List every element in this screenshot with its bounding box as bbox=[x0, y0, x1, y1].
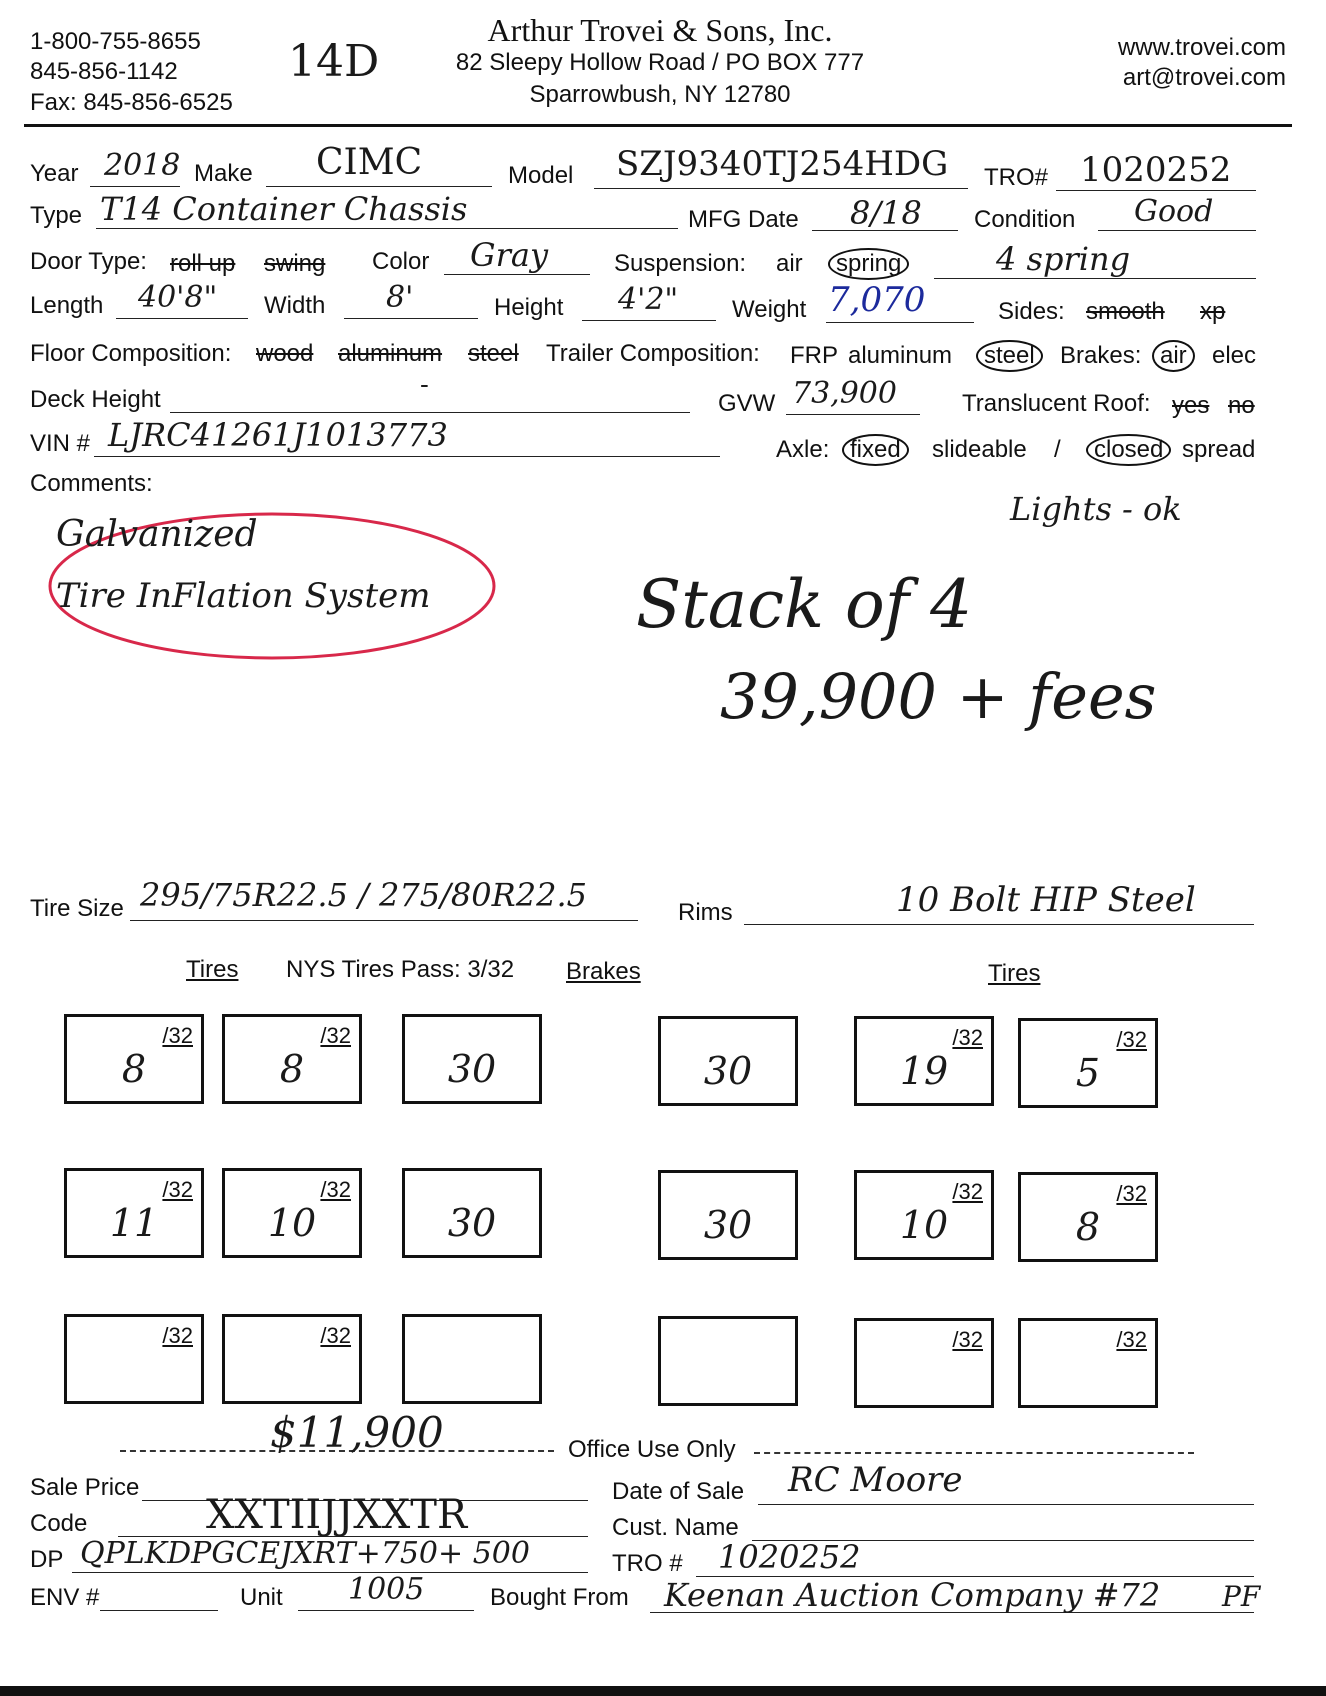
sides-label: Sides: bbox=[998, 298, 1065, 325]
bought-from-label: Bought From bbox=[490, 1584, 629, 1611]
vin-value[interactable]: LJRC41261J1013773 bbox=[108, 416, 448, 454]
trailer-opt-steel[interactable]: steel bbox=[976, 340, 1043, 372]
floor-opt-aluminum[interactable]: aluminum bbox=[338, 340, 443, 367]
axle-opt-spread[interactable]: spread bbox=[1182, 436, 1256, 463]
roof-opt-no[interactable]: no bbox=[1228, 392, 1255, 419]
trailer-opt-frp[interactable]: FRP bbox=[790, 342, 838, 369]
handwritten-code: 14D bbox=[288, 36, 380, 87]
axle-separator: / bbox=[1054, 436, 1061, 463]
comments-label: Comments: bbox=[30, 470, 153, 497]
door-opt-swing[interactable]: swing bbox=[264, 250, 326, 277]
tread-fraction: /32 bbox=[320, 1323, 351, 1348]
width-label: Width bbox=[264, 292, 326, 319]
tread-value: 8 bbox=[279, 1047, 305, 1091]
date-of-sale-label: Date of Sale bbox=[612, 1478, 745, 1505]
trailer-label: Trailer Composition: bbox=[546, 340, 760, 367]
cust-name-label: Cust. Name bbox=[612, 1514, 739, 1541]
width-value[interactable]: 8' bbox=[386, 280, 414, 315]
brakes-header: Brakes bbox=[566, 958, 641, 985]
tire-box[interactable] bbox=[1018, 1172, 1158, 1262]
brake-box[interactable] bbox=[658, 1170, 798, 1260]
tread-fraction: /32 bbox=[320, 1023, 351, 1048]
brake-box[interactable] bbox=[402, 1168, 542, 1258]
office-tro-label: TRO # bbox=[612, 1550, 683, 1577]
tire-box[interactable] bbox=[222, 1014, 362, 1104]
note-stack: Stack of 4 bbox=[636, 566, 973, 643]
sides-opt-xp[interactable]: xp bbox=[1200, 298, 1226, 325]
tire-size-label: Tire Size bbox=[30, 895, 124, 922]
gvw-label: GVW bbox=[718, 390, 776, 417]
brakes-opt-elec[interactable]: elec bbox=[1212, 342, 1257, 369]
note-galvanized: Galvanized bbox=[56, 514, 258, 555]
nys-tires-pass: NYS Tires Pass: 3/32 bbox=[286, 956, 515, 983]
year-label: Year bbox=[30, 160, 79, 187]
roof-opt-yes[interactable]: yes bbox=[1172, 392, 1210, 419]
suspension-value[interactable]: 4 spring bbox=[996, 240, 1131, 278]
header-rule bbox=[24, 124, 1292, 127]
tire-box[interactable] bbox=[1018, 1318, 1158, 1408]
tire-box[interactable] bbox=[64, 1168, 204, 1258]
brake-box[interactable] bbox=[402, 1314, 542, 1404]
phone-1: 1-800-755-8655 bbox=[30, 28, 201, 55]
email-link[interactable]: art@trovei.com bbox=[1122, 64, 1286, 91]
company-block bbox=[420, 12, 900, 109]
tire-box[interactable] bbox=[854, 1318, 994, 1408]
brake-value: 30 bbox=[447, 1047, 497, 1091]
tread-fraction: /32 bbox=[162, 1023, 193, 1048]
office-use-title: Office Use Only bbox=[568, 1436, 736, 1463]
tread-fraction: /32 bbox=[1116, 1181, 1147, 1206]
condition-value[interactable]: Good bbox=[1134, 194, 1214, 229]
office-tro-value[interactable]: 1020252 bbox=[718, 1538, 861, 1576]
length-value[interactable]: 40'8" bbox=[138, 280, 218, 315]
note-tire-inflation: Tire InFlation System bbox=[56, 576, 431, 616]
tread-fraction: /32 bbox=[1116, 1027, 1147, 1052]
tread-value: 5 bbox=[1075, 1051, 1101, 1095]
tread-fraction: /32 bbox=[1116, 1327, 1147, 1352]
tread-value: 19 bbox=[899, 1049, 949, 1093]
floor-opt-steel[interactable]: steel bbox=[468, 340, 519, 367]
brake-value: 30 bbox=[447, 1201, 497, 1245]
tires-header-left: Tires bbox=[186, 956, 239, 983]
make-label: Make bbox=[194, 160, 253, 187]
date-of-sale-value[interactable]: RC Moore bbox=[788, 1460, 963, 1500]
tread-value: 11 bbox=[109, 1201, 159, 1245]
brakes-opt-air[interactable]: air bbox=[1152, 340, 1195, 372]
note-price-fees: 39,900 + fees bbox=[720, 660, 1157, 733]
tire-box[interactable] bbox=[222, 1314, 362, 1404]
bought-from-value[interactable]: Keenan Auction Company #72 bbox=[664, 1576, 1161, 1614]
tread-fraction: /32 bbox=[952, 1025, 983, 1050]
tire-box[interactable] bbox=[222, 1168, 362, 1258]
gvw-value[interactable]: 73,900 bbox=[792, 376, 897, 411]
deck-height-value[interactable]: - bbox=[420, 370, 429, 400]
door-type-label: Door Type: bbox=[30, 248, 147, 275]
tire-box[interactable] bbox=[854, 1170, 994, 1260]
tire-box[interactable] bbox=[64, 1314, 204, 1404]
tread-fraction: /32 bbox=[162, 1323, 193, 1348]
initials: PF bbox=[1222, 1580, 1261, 1613]
handwritten-sale-price: $11,900 bbox=[270, 1408, 444, 1457]
code-value[interactable]: XXTIIJJXXTR bbox=[206, 1492, 468, 1538]
rims-label: Rims bbox=[678, 899, 733, 926]
weight-value[interactable]: 7,070 bbox=[828, 280, 926, 320]
tread-value: 10 bbox=[267, 1201, 317, 1245]
tire-size-value[interactable]: 295/75R22.5 / 275/80R22.5 bbox=[140, 876, 587, 914]
tread-fraction: /32 bbox=[320, 1177, 351, 1202]
unit-label: Unit bbox=[240, 1584, 283, 1611]
brake-box[interactable] bbox=[658, 1016, 798, 1106]
rims-value[interactable]: 10 Bolt HIP Steel bbox=[896, 880, 1196, 920]
tread-value: 10 bbox=[899, 1203, 949, 1247]
tire-box[interactable] bbox=[854, 1016, 994, 1106]
company-name: Arthur Trovei & Sons, Inc. bbox=[487, 12, 833, 48]
phone-2: 845-856-1142 bbox=[30, 58, 178, 85]
make-value[interactable]: CIMC bbox=[316, 142, 423, 183]
dp-value[interactable]: QPLKDPGCEJXRT+750+ 500 bbox=[80, 1536, 530, 1571]
axle-opt-fixed[interactable]: fixed bbox=[842, 434, 909, 466]
tires-header-right: Tires bbox=[988, 960, 1041, 987]
length-label: Length bbox=[30, 292, 104, 319]
suspension-label: Suspension: bbox=[614, 250, 747, 277]
unit-value[interactable]: 1005 bbox=[348, 1572, 425, 1607]
color-label: Color bbox=[372, 248, 430, 275]
brake-value: 30 bbox=[703, 1203, 753, 1247]
note-lights: Lights - ok bbox=[1010, 490, 1182, 528]
brake-box[interactable] bbox=[402, 1014, 542, 1104]
trailer-opt-aluminum[interactable]: aluminum bbox=[848, 342, 953, 369]
tread-value: 8 bbox=[1075, 1205, 1101, 1249]
model-label: Model bbox=[508, 162, 574, 189]
tread-fraction: /32 bbox=[952, 1327, 983, 1352]
sale-price-label: Sale Price bbox=[30, 1474, 140, 1501]
weight-label: Weight bbox=[732, 296, 807, 323]
tire-box[interactable] bbox=[64, 1014, 204, 1104]
height-label: Height bbox=[494, 294, 564, 321]
model-value[interactable]: SZJ9340TJ254HDG bbox=[616, 144, 949, 184]
brake-box[interactable] bbox=[658, 1316, 798, 1406]
height-value[interactable]: 4'2" bbox=[618, 282, 679, 317]
sides-opt-smooth[interactable]: smooth bbox=[1086, 298, 1165, 325]
tire-box[interactable] bbox=[1018, 1018, 1158, 1108]
code-label: Code bbox=[30, 1510, 88, 1537]
tread-fraction: /32 bbox=[952, 1179, 983, 1204]
page-bottom-edge bbox=[0, 1686, 1326, 1696]
tro-value[interactable]: 1020252 bbox=[1080, 150, 1232, 190]
color-value[interactable]: Gray bbox=[470, 236, 549, 274]
axle-opt-closed[interactable]: closed bbox=[1086, 434, 1171, 466]
type-value[interactable]: T14 Container Chassis bbox=[100, 190, 468, 228]
axle-opt-slideable[interactable]: slideable bbox=[932, 436, 1027, 463]
brake-value: 30 bbox=[703, 1049, 753, 1093]
deck-height-label: Deck Height bbox=[30, 386, 161, 413]
floor-label: Floor Composition: bbox=[30, 340, 232, 367]
dp-label: DP bbox=[30, 1546, 64, 1573]
suspension-opt-air[interactable]: air bbox=[776, 250, 803, 277]
company-address-2: Sparrowbush, NY 12780 bbox=[529, 81, 791, 108]
type-label: Type bbox=[30, 202, 83, 229]
mfg-date-label: MFG Date bbox=[688, 206, 799, 233]
env-label: ENV # bbox=[30, 1584, 100, 1611]
condition-label: Condition bbox=[974, 206, 1076, 233]
tread-value: 8 bbox=[121, 1047, 147, 1091]
tread-fraction: /32 bbox=[162, 1177, 193, 1202]
website-link[interactable]: www.trovei.com bbox=[1117, 34, 1286, 61]
suspension-opt-spring[interactable]: spring bbox=[828, 248, 909, 280]
door-opt-roll-up[interactable]: roll up bbox=[170, 250, 236, 277]
roof-label: Translucent Roof: bbox=[962, 390, 1151, 417]
fax-number: Fax: 845-856-6525 bbox=[30, 89, 233, 116]
floor-opt-wood[interactable]: wood bbox=[256, 340, 314, 367]
office-divider-right bbox=[754, 1452, 1194, 1454]
company-address-1: 82 Sleepy Hollow Road / PO BOX 777 bbox=[455, 49, 865, 76]
brakes-label: Brakes: bbox=[1060, 342, 1142, 369]
tro-label: TRO# bbox=[984, 164, 1049, 191]
year-value[interactable]: 2018 bbox=[104, 148, 181, 183]
mfg-date-value[interactable]: 8/18 bbox=[850, 194, 922, 232]
vin-label: VIN # bbox=[30, 430, 91, 457]
axle-label: Axle: bbox=[776, 436, 830, 463]
